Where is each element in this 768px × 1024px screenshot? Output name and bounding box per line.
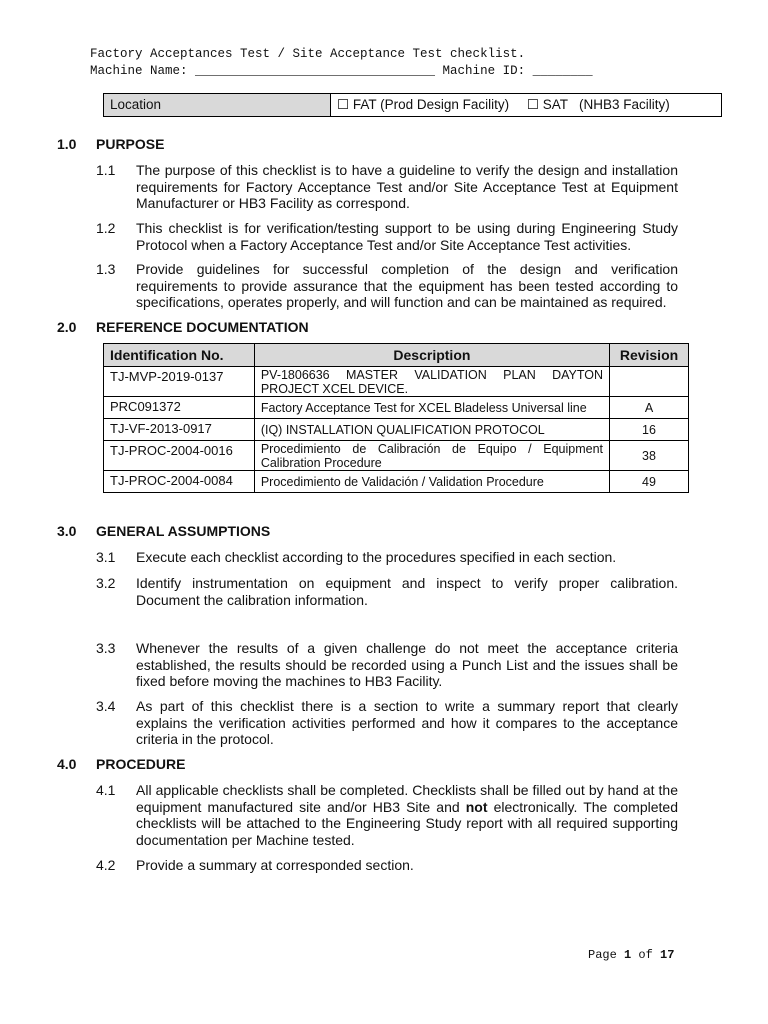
row-identification: TJ-MVP-2019-0137: [104, 367, 255, 397]
procedure-item-2: 4.2 Provide a summary at corresponded section.: [96, 857, 414, 873]
row-revision: [610, 367, 689, 397]
row-revision: 16: [610, 419, 689, 441]
emphasis-not: not: [465, 798, 488, 815]
assumption-item-3: 3.3 Whenever the results of a given challenge do not meet the acceptance criteria established, the results should be recorded using a Punch List and the issues shall be fixed before moving the machines to HB3 Facility.: [96, 640, 678, 690]
row-description: Factory Acceptance Test for XCEL Bladeless Universal line: [254, 397, 609, 419]
row-description: Procedimiento de Validación / Validation Procedure: [254, 471, 609, 493]
column-header-identification: Identification No.: [104, 344, 255, 367]
table-row: [104, 471, 689, 493]
purpose-item-3: 1.3 Provide guidelines for successful completion of the design and verification requirements to provide assurance that the equipment has been tested according to specifications, operates properly, and will function and can be maintained as required.: [96, 261, 678, 311]
row-identification: TJ-PROC-2004-0016: [104, 441, 255, 471]
sat-checkbox-option[interactable]: ☐ SAT (NHB3 Facility): [526, 97, 670, 112]
table-row: [104, 419, 689, 441]
row-description: (IQ) INSTALLATION QUALIFICATION PROTOCOL: [254, 419, 609, 441]
procedure-item-1-text: All applicable checklists shall be completed. Checklists shall be filled out by hand at the equipment manufactured site and/or HB3 Site and not electronically. The completed checklists will be attached to the Engineering Study report with all required supporting documentation per Machine tested.: [136, 782, 678, 848]
section-procedure-heading: 4.0 PROCEDURE: [57, 756, 186, 772]
procedure-item-1: 4.1 All applicable checklists shall be completed. Checklists shall be filled out by hand at the equipment manufactured site and/or HB3 Site and not electronically. The completed checklists will be attached to the Engineering Study report with all required supporting documentation per Machine tested.: [96, 782, 678, 848]
row-revision: A: [610, 397, 689, 419]
fat-checkbox-option[interactable]: ☐ FAT (Prod Design Facility): [337, 97, 510, 112]
section-assumptions-heading: 3.0 GENERAL ASSUMPTIONS: [57, 523, 271, 539]
column-header-revision: Revision: [610, 344, 689, 367]
header-machine-line: Machine Name: ________________________________ Machine ID: ________: [90, 64, 593, 78]
location-table: [103, 93, 722, 117]
document-header: [90, 46, 593, 80]
assumption-item-2: 3.2 Identify instrumentation on equipment and inspect to verify proper calibration. Document the calibration information.: [96, 575, 678, 608]
assumption-item-4: 3.4 As part of this checklist there is a section to write a summary report that clearly explains the verification activities performed and how it compares to the acceptance criteria in the protocol.: [96, 698, 678, 748]
row-description: Procedimiento de Calibración de Equipo / Equipment Calibration Procedure: [254, 441, 609, 471]
total-pages: 17: [660, 948, 675, 962]
table-row: [104, 441, 689, 471]
table-row: [104, 397, 689, 419]
location-options: [331, 94, 721, 116]
row-identification: PRC091372: [104, 397, 255, 419]
reference-table-header-row: [104, 344, 689, 367]
row-identification: TJ-PROC-2004-0084: [104, 471, 255, 493]
assumption-item-1: 3.1 Execute each checklist according to the procedures specified in each section.: [96, 549, 617, 565]
current-page: 1: [624, 948, 632, 962]
table-row: [104, 367, 689, 397]
column-header-description: Description: [254, 344, 609, 367]
section-purpose-heading: 1.0 PURPOSE: [57, 136, 165, 152]
purpose-item-2: 1.2 This checklist is for verification/testing support to be using during Engineering Study Protocol when a Factory Acceptance Test and/or Site Acceptance Test activities.: [96, 220, 678, 253]
row-revision: 38: [610, 441, 689, 471]
row-revision: 49: [610, 471, 689, 493]
location-label: Location: [104, 94, 331, 116]
page-number: Page 1 of 17: [588, 948, 675, 962]
row-description: PV-1806636 MASTER VALIDATION PLAN DAYTON PROJECT XCEL DEVICE.: [254, 367, 609, 397]
header-title: Factory Acceptances Test / Site Acceptance Test checklist.: [90, 47, 526, 61]
reference-table: [103, 343, 689, 493]
purpose-item-1: 1.1 The purpose of this checklist is to have a guideline to verify the design and installation requirements for Factory Acceptance Test and/or Site Acceptance Test at Equipment Manufacturer or HB3 Facility as correspond.: [96, 162, 678, 212]
row-identification: TJ-VF-2013-0917: [104, 419, 255, 441]
section-reference-heading: 2.0 REFERENCE DOCUMENTATION: [57, 319, 309, 335]
